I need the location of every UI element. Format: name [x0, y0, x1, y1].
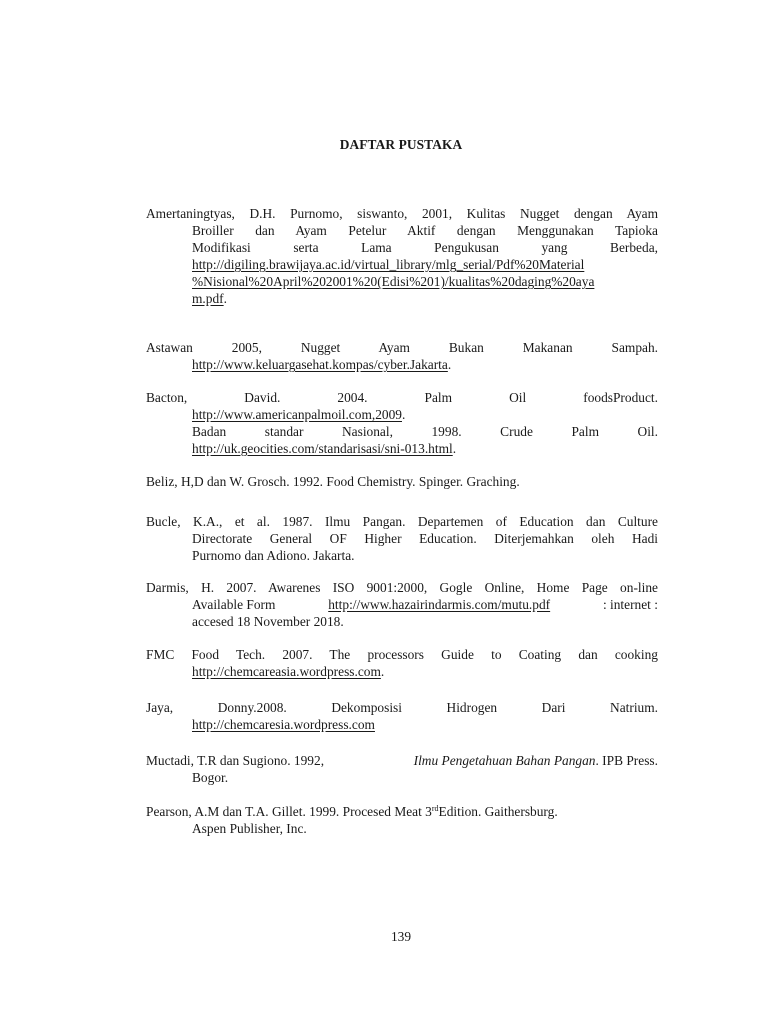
reference-text: Available Form [192, 597, 276, 612]
reference-url-line [146, 356, 658, 373]
reference-link[interactable]: http://chemcaresia.wordpress.com [192, 717, 375, 732]
reference-url-line [146, 440, 658, 457]
reference-entry-bacton [146, 389, 658, 457]
reference-text: Darmis, H. 2007. Awarenes ISO 9001:2000, Gogle Online, Home Page on-line [146, 580, 658, 595]
reference-text [146, 803, 558, 820]
reference-entry-astawan [146, 339, 658, 373]
reference-url-line [146, 406, 658, 423]
reference-entry-muctadi [146, 752, 658, 786]
reference-url-line [146, 716, 658, 733]
reference-link[interactable]: http://chemcareasia.wordpress.com [192, 664, 381, 679]
reference-text: Edition. Gaithersburg. [438, 804, 558, 819]
reference-entry-pearson [146, 803, 658, 837]
page-title: DAFTAR PUSTAKA [339, 137, 463, 152]
reference-url-line [146, 290, 658, 307]
punctuation: . [452, 441, 457, 456]
reference-text: Bacton, David. 2004. Palm Oil foodsProduct. [146, 390, 658, 405]
punctuation: . [380, 664, 385, 679]
reference-entry-jaya [146, 699, 658, 733]
reference-link[interactable]: http://www.americanpalmoil.com,2009 [192, 407, 402, 422]
reference-text: Badan standar Nasional, 1998. Crude Palm Oil. [192, 424, 658, 439]
reference-entry-fmc [146, 646, 658, 680]
punctuation: . [223, 291, 227, 306]
reference-text: : internet : [602, 597, 658, 612]
reference-entry-amertaningtyas [146, 205, 658, 307]
reference-entry-beliz [146, 473, 658, 490]
reference-text: . IPB Press. [595, 753, 658, 768]
reference-text: Broiller dan Ayam Petelur Aktif dengan Menggunakan Tapioka [192, 223, 658, 238]
reference-link[interactable]: http://www.keluargasehat.kompas/cyber.Jakarta [192, 357, 448, 372]
reference-text: Bogor. [192, 770, 229, 785]
reference-entry-darmis [146, 579, 658, 630]
reference-text: Purnomo dan Adiono. Jakarta. [192, 548, 355, 563]
reference-link[interactable]: http://uk.geocities.com/standarisasi/sni-013.html [192, 441, 453, 456]
reference-link[interactable]: http://www.hazairindarmis.com/mutu.pdf [328, 597, 551, 612]
reference-text: Aspen Publisher, Inc. [192, 821, 307, 836]
reference-text [414, 752, 658, 769]
reference-text: Astawan 2005, Nugget Ayam Bukan Makanan Sampah. [146, 340, 658, 355]
superscript: rd [431, 804, 439, 813]
book-title: Ilmu Pengetahuan Bahan Pangan [413, 753, 596, 768]
reference-text: Bucle, K.A., et al. 1987. Ilmu Pangan. Departemen of Education dan Culture [146, 514, 658, 529]
reference-text [146, 803, 658, 820]
reference-text: Modifikasi serta Lama Pengukusan yang Berbeda, [192, 240, 658, 255]
punctuation: . [447, 357, 452, 372]
reference-text [146, 752, 658, 769]
reference-text: Pearson, A.M dan T.A. Gillet. 1999. Procesed Meat 3 [146, 804, 432, 819]
reference-text: Jaya, Donny.2008. Dekomposisi Hidrogen Dari Natrium. [146, 700, 658, 715]
reference-text: Amertaningtyas, D.H. Purnomo, siswanto, 2001, Kulitas Nugget dengan Ayam [146, 206, 658, 221]
reference-url-line [146, 273, 658, 290]
reference-text: FMC Food Tech. 2007. The processors Guide to Coating dan cooking [146, 647, 658, 662]
reference-text: Muctadi, T.R dan Sugiono. 1992, [146, 753, 325, 768]
reference-entry-bucle [146, 513, 658, 564]
reference-link[interactable]: m.pdf [192, 291, 224, 306]
reference-text: Beliz, H,D dan W. Grosch. 1992. Food Chemistry. Spinger. Graching. [146, 474, 520, 489]
reference-url-line [146, 663, 658, 680]
reference-text [146, 596, 658, 613]
reference-text: accesed 18 November 2018. [192, 614, 344, 629]
punctuation: . [402, 407, 406, 422]
reference-link[interactable]: http://digiling.brawijaya.ac.id/virtual_library/mlg_serial/Pdf%20Material [192, 257, 585, 272]
reference-link[interactable]: %Nisional%20April%202001%20(Edisi%201)/kualitas%20daging%20aya [192, 274, 595, 289]
reference-url-line [146, 256, 658, 273]
reference-text: Directorate General OF Higher Education. Diterjemahkan oleh Hadi [192, 531, 658, 546]
page-number: 139 [390, 929, 412, 944]
